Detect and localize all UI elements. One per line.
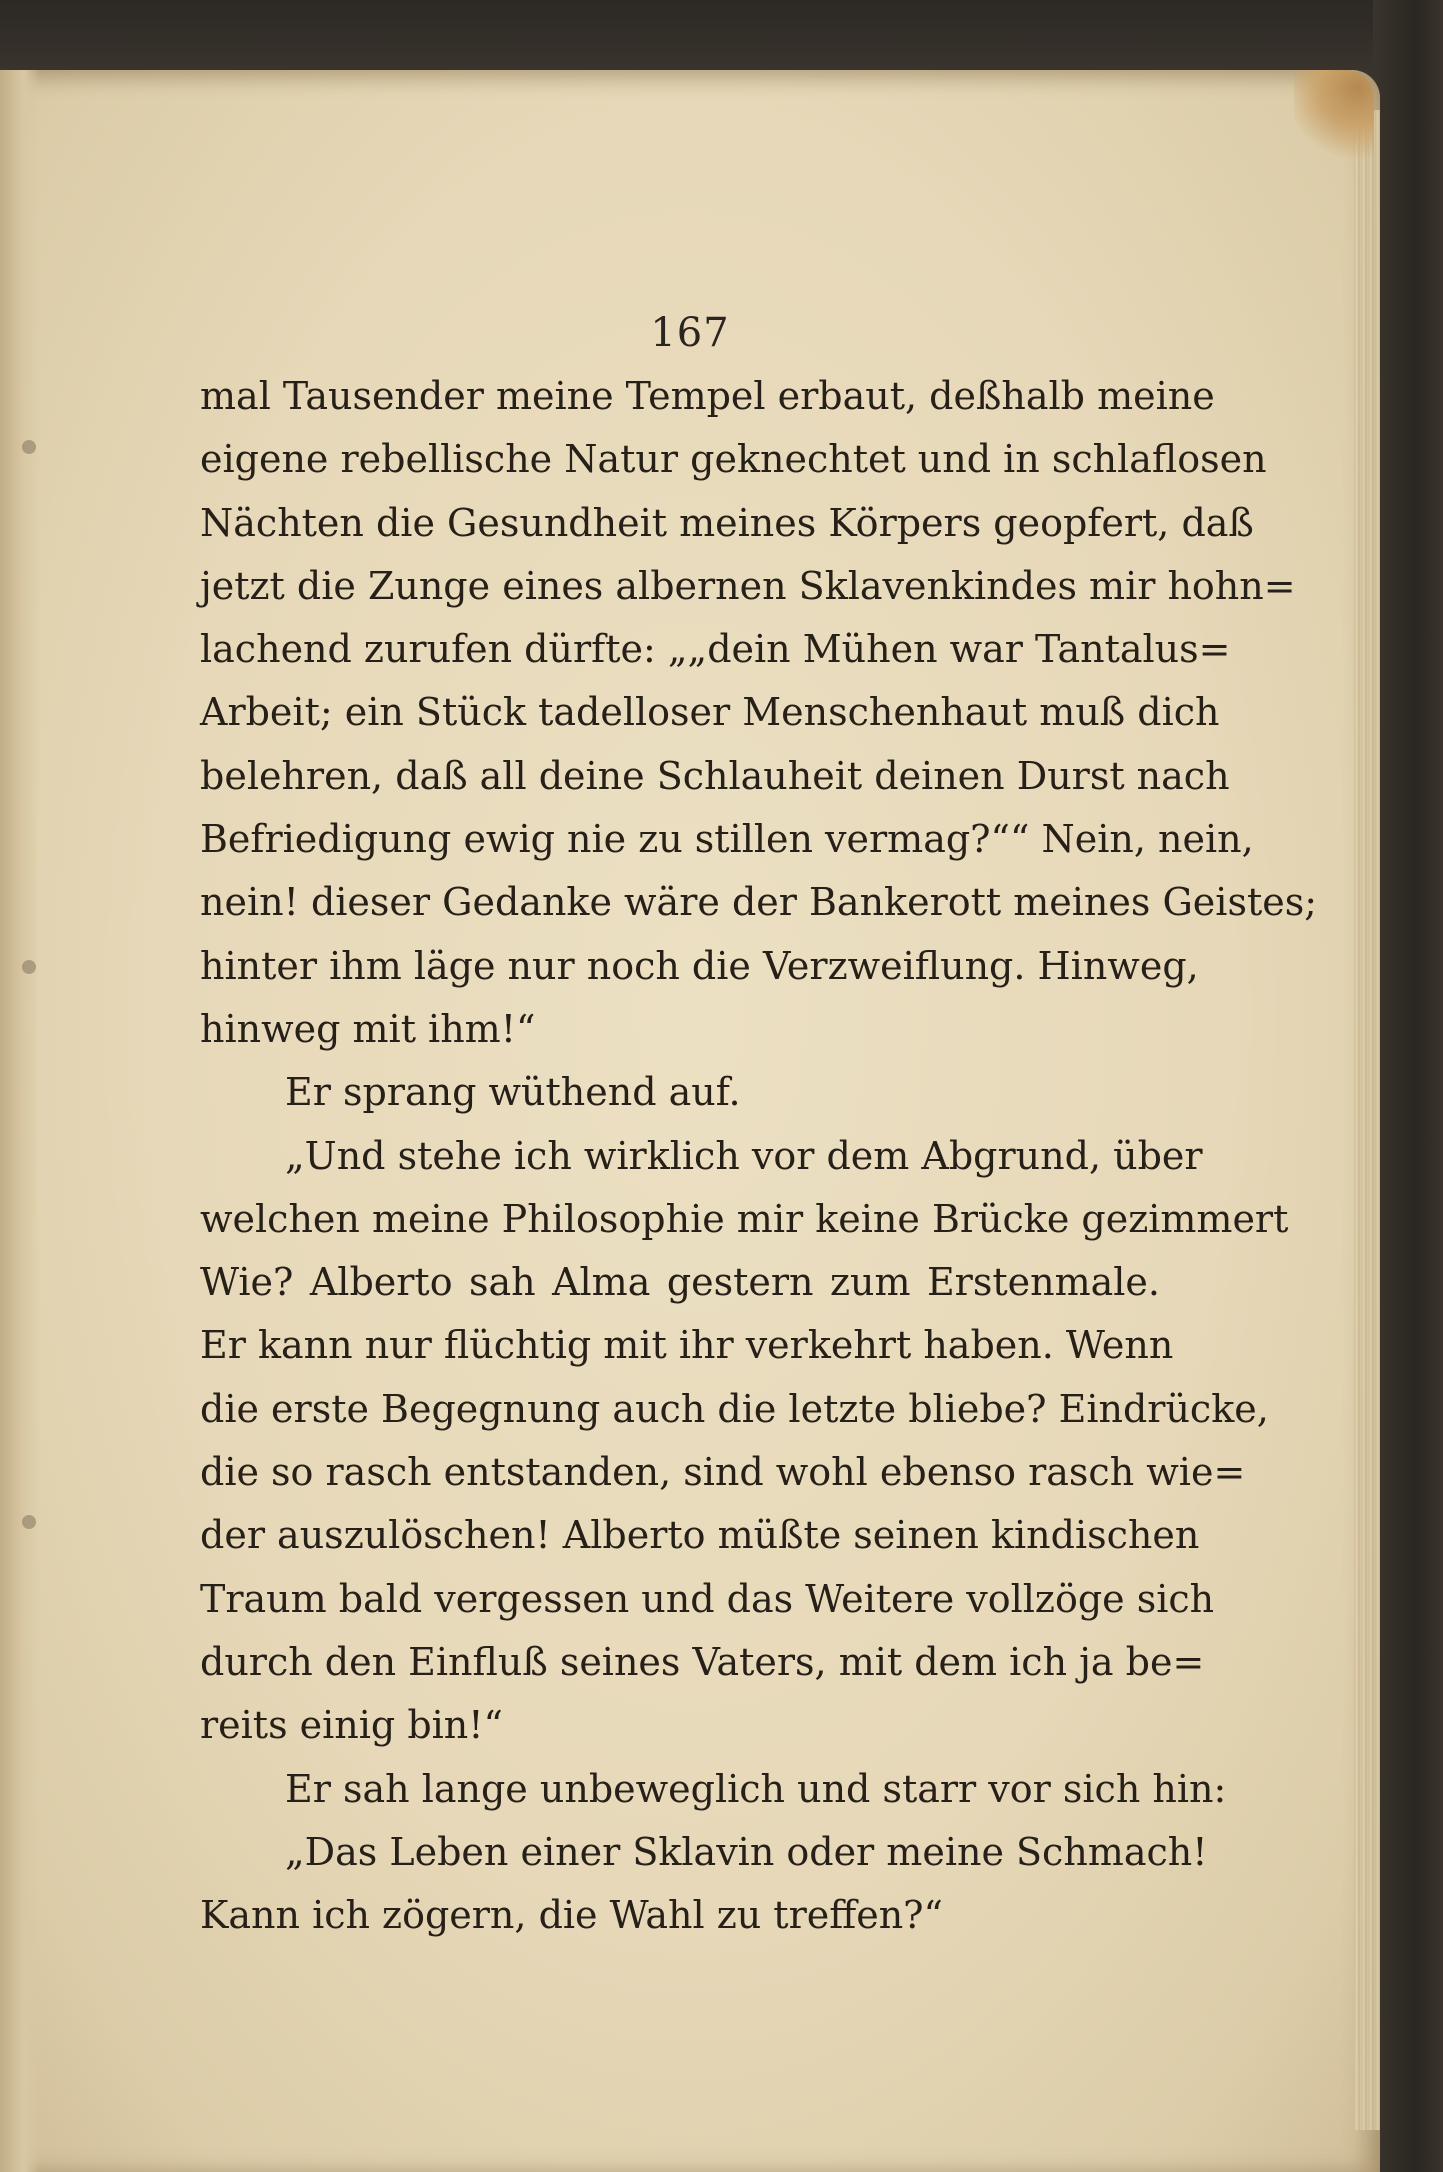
text-line: Befriedigung ewig nie zu stillen vermag?““ Nein, nein, <box>200 817 1254 862</box>
worn-corner <box>1294 70 1374 160</box>
text-line: jetzt die Zunge eines albernen Sklavenkindes mir hohn= <box>200 563 1296 608</box>
text-line: Wie? Alberto sah Alma gestern zum Erstenmale. <box>200 1260 1160 1305</box>
binding-thread-mark <box>22 440 36 454</box>
page-edges <box>1354 110 1380 2130</box>
text-line: „Und stehe ich wirklich vor dem Abgrund, über <box>285 1133 1203 1178</box>
text-line: Kann ich zögern, die Wahl zu treffen?“ <box>200 1893 943 1938</box>
text-line: Er kann nur flüchtig mit ihr verkehrt haben. Wenn <box>200 1323 1174 1368</box>
text-line: durch den Einfluß seines Vaters, mit dem ich ja be= <box>200 1639 1205 1684</box>
text-line: Traum bald vergessen und das Weitere vollzöge sich <box>200 1576 1215 1621</box>
text-line: die so rasch entstanden, sind wohl ebenso rasch wie= <box>200 1450 1246 1495</box>
text-line: Nächten die Gesundheit meines Körpers geopfert, daß <box>200 500 1254 545</box>
page-gutter <box>0 70 40 2172</box>
page-body-text <box>200 365 1318 1947</box>
book-cover-top-edge <box>0 0 1443 80</box>
text-line: die erste Begegnung auch die letzte bliebe? Eindrücke, <box>200 1386 1269 1431</box>
text-line: Arbeit; ein Stück tadelloser Menschenhaut muß dich <box>200 690 1220 735</box>
page-number: 167 <box>650 310 730 356</box>
text-line: Er sprang wüthend auf. <box>285 1070 741 1115</box>
text-line: Er sah lange unbeweglich und starr vor sich hin: <box>285 1766 1227 1811</box>
text-line: „Das Leben einer Sklavin oder meine Schmach! <box>285 1829 1208 1874</box>
text-line: mal Tausender meine Tempel erbaut, deßhalb meine <box>200 374 1215 418</box>
text-line: hinweg mit ihm!“ <box>200 1006 536 1051</box>
text-line: der auszulöschen! Alberto müßte seinen kindischen <box>200 1513 1200 1558</box>
text-line: welchen meine Philosophie mir keine Brücke gezimmert <box>200 1196 1289 1241</box>
book-page <box>0 70 1380 2172</box>
text-line: nein! dieser Gedanke wäre der Bankerott meines Geistes; <box>200 880 1318 925</box>
text-line: reits einig bin!“ <box>200 1703 503 1748</box>
text-line: hinter ihm läge nur noch die Verzweiflung. Hinweg, <box>200 943 1199 988</box>
text-line: eigene rebellische Natur geknechtet und in schlaflosen <box>200 437 1267 482</box>
binding-thread-mark <box>22 960 36 974</box>
binding-thread-mark <box>22 1515 36 1529</box>
book-cover-right-edge <box>1373 0 1443 2172</box>
text-line: lachend zurufen dürfte: „„dein Mühen war Tantalus= <box>200 627 1231 672</box>
text-line: belehren, daß all deine Schlauheit deinen Durst nach <box>200 753 1230 798</box>
